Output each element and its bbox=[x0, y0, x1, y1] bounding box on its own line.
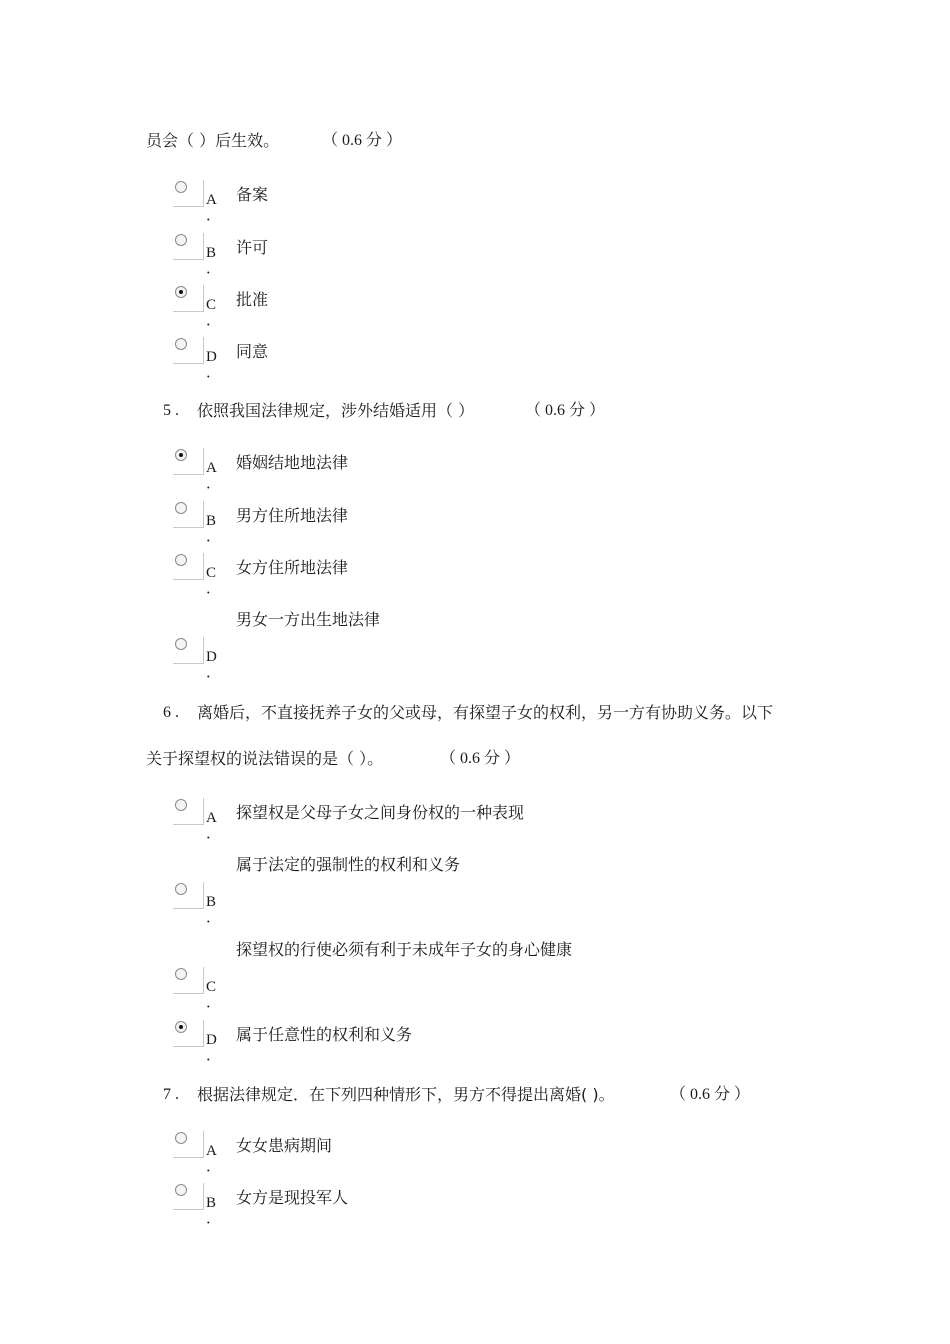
question-6-number: 6 . bbox=[163, 704, 179, 721]
intro-option-c-text: 批准 bbox=[236, 290, 269, 309]
radio-icon[interactable] bbox=[175, 1132, 187, 1144]
question-7-points: （ 0.6 分 ） bbox=[670, 1086, 751, 1103]
option-letter: B ． bbox=[206, 245, 222, 277]
radio-icon[interactable] bbox=[175, 799, 187, 811]
radio-icon[interactable] bbox=[175, 554, 187, 566]
q6-option-b-text: 属于法定的强制性的权利和义务 bbox=[236, 855, 461, 874]
question-5-points: （ 0.6 分 ） bbox=[525, 402, 606, 419]
option-letter: D ． bbox=[206, 1032, 222, 1064]
intro-option-b-text: 许可 bbox=[236, 238, 269, 257]
option-letter: C ． bbox=[206, 565, 222, 597]
question-7-text: 根据法律规定．在下列四种情形下，男方不得提出离婚( )。 bbox=[197, 1085, 615, 1104]
q6-option-a-text: 探望权是父母子女之间身份权的一种表现 bbox=[236, 803, 525, 822]
option-letter: D ． bbox=[206, 649, 222, 681]
option-letter: A ． bbox=[206, 460, 222, 492]
radio-checked-icon[interactable] bbox=[175, 449, 187, 461]
q5-option-a-radio[interactable] bbox=[173, 448, 231, 492]
option-letter: A ． bbox=[206, 810, 222, 842]
q5-option-a-text: 婚姻结地地法律 bbox=[236, 453, 349, 472]
question-intro-text: 员会（ ）后生效。 bbox=[146, 131, 280, 150]
question-6-text-line1: 离婚后，不直接抚养子女的父或母，有探望子女的权利，另一方有协助义务。以下 bbox=[197, 703, 774, 722]
radio-checked-icon[interactable] bbox=[175, 286, 187, 298]
option-letter: A ． bbox=[206, 192, 222, 224]
question-5-number: 5 . bbox=[163, 402, 179, 419]
option-letter: C ． bbox=[206, 297, 222, 329]
q5-option-c-radio[interactable] bbox=[173, 553, 231, 597]
radio-icon[interactable] bbox=[175, 181, 187, 193]
intro-option-c-radio[interactable] bbox=[173, 285, 231, 329]
option-letter: C ． bbox=[206, 979, 222, 1011]
intro-option-a-text: 备案 bbox=[236, 185, 269, 204]
option-letter: D ． bbox=[206, 349, 222, 381]
q7-option-b-radio[interactable] bbox=[173, 1183, 231, 1227]
question-6-points: （ 0.6 分 ） bbox=[440, 750, 521, 767]
q6-option-b-radio[interactable] bbox=[173, 882, 231, 926]
q7-option-b-text: 女方是现投军人 bbox=[236, 1188, 349, 1207]
q6-option-d-text: 属于任意性的权利和义务 bbox=[236, 1025, 413, 1044]
q5-option-b-text: 男方住所地法律 bbox=[236, 506, 349, 525]
q6-option-c-text: 探望权的行使必须有利于未成年子女的身心健康 bbox=[236, 940, 573, 959]
q5-option-d-radio[interactable] bbox=[173, 637, 231, 681]
q6-option-d-radio[interactable] bbox=[173, 1020, 231, 1064]
question-5-text: 依照我国法律规定，涉外结婚适用（ ） bbox=[197, 401, 475, 420]
intro-option-a-radio[interactable] bbox=[173, 180, 231, 224]
q5-option-c-text: 女方住所地法律 bbox=[236, 558, 349, 577]
option-letter: B ． bbox=[206, 1195, 222, 1227]
radio-icon[interactable] bbox=[175, 338, 187, 350]
q6-option-c-radio[interactable] bbox=[173, 967, 231, 1011]
option-letter: A ． bbox=[206, 1143, 222, 1175]
radio-icon[interactable] bbox=[175, 638, 187, 650]
intro-option-d-text: 同意 bbox=[236, 342, 269, 361]
q7-option-a-text: 女女患病期间 bbox=[236, 1136, 333, 1155]
intro-option-d-radio[interactable] bbox=[173, 337, 231, 381]
q7-option-a-radio[interactable] bbox=[173, 1131, 231, 1175]
q6-option-a-radio[interactable] bbox=[173, 798, 231, 842]
question-intro-points: （ 0.6 分 ） bbox=[322, 132, 403, 149]
question-7-number: 7 . bbox=[163, 1086, 179, 1103]
radio-icon[interactable] bbox=[175, 883, 187, 895]
radio-icon[interactable] bbox=[175, 968, 187, 980]
question-6-text-line2: 关于探望权的说法错误的是（ ）。 bbox=[146, 749, 384, 768]
radio-checked-icon[interactable] bbox=[175, 1021, 187, 1033]
option-letter: B ． bbox=[206, 513, 222, 545]
radio-icon[interactable] bbox=[175, 234, 187, 246]
option-letter: B ． bbox=[206, 894, 222, 926]
q5-option-d-text: 男女一方出生地法律 bbox=[236, 610, 381, 629]
q5-option-b-radio[interactable] bbox=[173, 501, 231, 545]
radio-icon[interactable] bbox=[175, 502, 187, 514]
radio-icon[interactable] bbox=[175, 1184, 187, 1196]
intro-option-b-radio[interactable] bbox=[173, 233, 231, 277]
